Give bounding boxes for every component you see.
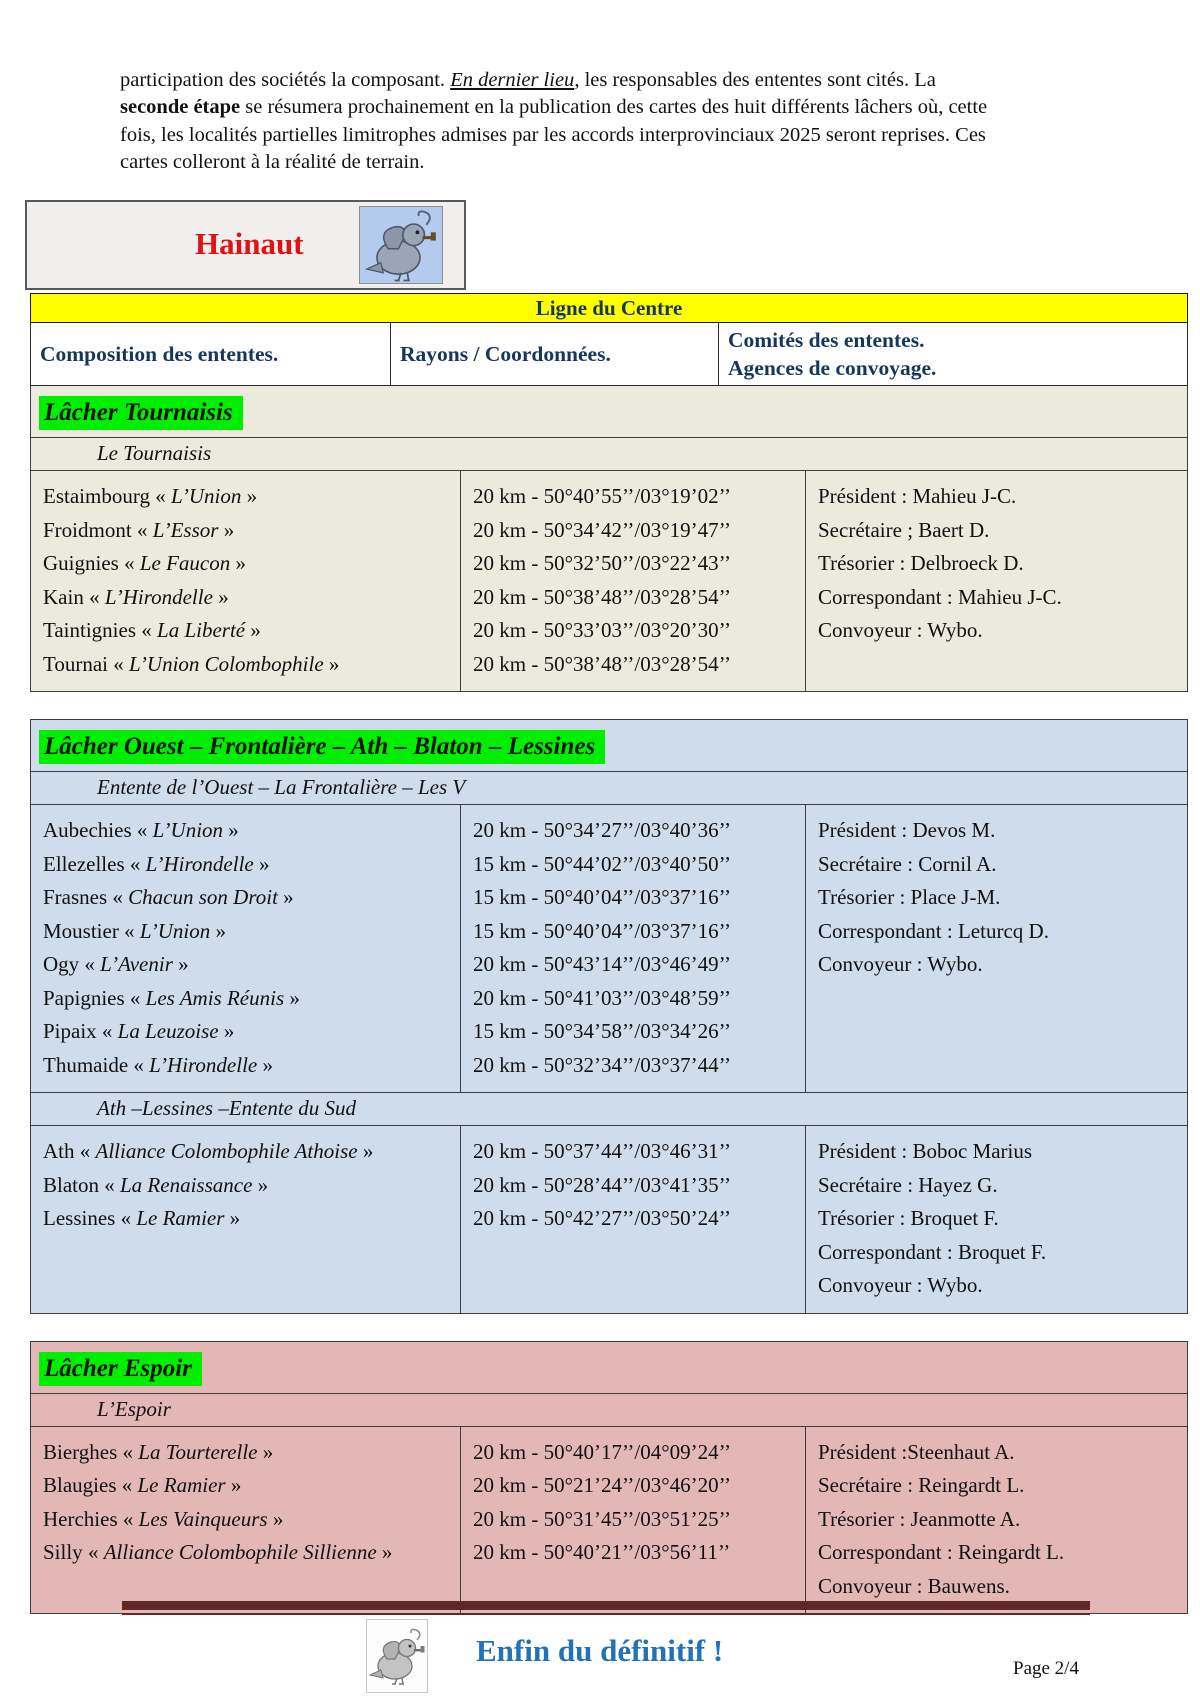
section-groups	[31, 437, 1187, 691]
locality-name: Pipaix	[43, 1019, 97, 1043]
committee-line: Président : Mahieu J-C.	[818, 484, 1017, 508]
society-name: Les Amis Réunis	[145, 985, 285, 1010]
society-name: L’Hirondelle	[104, 584, 213, 609]
society-name: L’Avenir	[100, 952, 173, 976]
committee-line: Secrétaire : Reingardt L.	[818, 1473, 1025, 1497]
committee-line: Correspondant : Broquet F.	[818, 1239, 1047, 1264]
entente-table	[31, 471, 1187, 691]
locality-name: Bierghes	[43, 1439, 118, 1464]
society-name: L’Union Colombophile	[129, 651, 324, 676]
locality-name: Taintignies	[43, 618, 137, 642]
locality-row: Taintignies « La Liberté »	[43, 618, 261, 642]
footer-divider	[122, 1601, 1090, 1615]
society-name: Alliance Colombophile Sillienne	[103, 1540, 377, 1564]
society-name: Le Faucon	[139, 551, 231, 575]
locality-row: Tournai « L’Union Colombophile »	[43, 651, 340, 676]
committee-line: Trésorier : Delbroeck D.	[818, 551, 1024, 575]
locality-row: Thumaide « L’Hirondelle »	[43, 1052, 273, 1077]
locality-row: Ogy « L’Avenir »	[43, 952, 189, 976]
footer-divider-line	[122, 1613, 1090, 1615]
committee-line: Secrétaire : Hayez G.	[818, 1172, 998, 1197]
column-committee	[806, 1126, 1187, 1313]
footer-divider-bar	[122, 1601, 1090, 1610]
coords-row: 20 km - 50°21’24’’/03°46’20’’	[473, 1473, 732, 1497]
locality-row: Herchies « Les Vainqueurs »	[43, 1506, 284, 1531]
lacher-section	[30, 719, 1188, 1314]
locality-name: Thumaide	[43, 1052, 129, 1077]
entente-subtitle: Le Tournaisis	[31, 437, 1187, 471]
society-name: L’Union	[170, 484, 242, 508]
coords-row: 15 km - 50°44’02’’/03°40’50’’	[473, 851, 732, 876]
intro-emphasis: En dernier lieu	[450, 68, 575, 91]
locality-row: Guignies « Le Faucon »	[43, 551, 246, 575]
coords-row: 20 km - 50°38’48’’/03°28’54’’	[473, 651, 732, 676]
column-committee	[806, 1427, 1187, 1614]
locality-row: Blaton « La Renaissance »	[43, 1172, 269, 1197]
table-column-headers	[30, 323, 1188, 386]
section-title-row	[31, 1342, 1187, 1393]
locality-name: Herchies	[43, 1506, 118, 1531]
region-title: Hainaut	[195, 226, 304, 261]
committee-line: Correspondant : Reingardt L.	[818, 1540, 1065, 1564]
section-title-row	[31, 386, 1187, 437]
entente-subtitle: Entente de l’Ouest – La Frontalière – Les V	[31, 771, 1187, 805]
locality-row: Papignies « Les Amis Réunis »	[43, 985, 300, 1010]
society-name: L’Union	[139, 918, 211, 943]
locality-row: Estaimbourg « L’Union »	[43, 484, 258, 508]
column-compositions	[31, 805, 461, 1092]
society-name: La Tourterelle	[138, 1439, 258, 1464]
locality-name: Aubechies	[43, 818, 132, 842]
footer-slogan: Enfin du définitif !	[476, 1633, 724, 1668]
locality-name: Froidmont	[43, 517, 132, 542]
society-name: L’Hirondelle	[149, 1052, 258, 1077]
coords-row: 20 km - 50°37’44’’/03°46’31’’	[473, 1139, 732, 1163]
column-header-composition-label: Composition des ententes.	[40, 341, 279, 366]
committee-line: Trésorier : Jeanmotte A.	[818, 1506, 1021, 1531]
lacher-section	[30, 386, 1188, 692]
entente-group	[31, 1092, 1187, 1313]
column-header-rayons-label: Rayons / Coordonnées.	[400, 341, 611, 366]
banner-ligne-du-centre: Ligne du Centre	[30, 293, 1188, 323]
column-header-composition	[31, 323, 391, 385]
locality-name: Ath	[43, 1139, 75, 1163]
coords-row: 20 km - 50°34’42’’/03°19’47’’	[473, 517, 732, 542]
locality-row: Pipaix « La Leuzoise »	[43, 1019, 235, 1043]
locality-name: Blaton	[43, 1172, 99, 1197]
society-name: La Renaissance	[120, 1172, 253, 1197]
locality-row: Froidmont « L’Essor »	[43, 517, 235, 542]
locality-name: Guignies	[43, 551, 119, 575]
column-committee	[806, 805, 1187, 1092]
column-header-comites	[719, 323, 1187, 385]
column-header-rayons	[391, 323, 719, 385]
column-committee	[806, 471, 1187, 691]
committee-line: Convoyeur : Wybo.	[818, 1273, 983, 1297]
entente-group	[31, 437, 1187, 691]
column-compositions	[31, 1126, 461, 1313]
locality-name: Moustier	[43, 918, 119, 943]
committee-line: Trésorier : Broquet F.	[818, 1206, 999, 1230]
section-groups	[31, 771, 1187, 1313]
committee-line: Convoyeur : Wybo.	[818, 618, 983, 642]
intro-bold: seconde étape	[120, 96, 241, 118]
coords-row: 20 km - 50°40’17’’/04°09’24’’	[473, 1439, 732, 1464]
coords-row: 15 km - 50°40’04’’/03°37’16’’	[473, 885, 732, 909]
locality-row: Silly « Alliance Colombophile Sillienne »	[43, 1540, 393, 1564]
locality-name: Tournai	[43, 651, 109, 676]
coords-row: 20 km - 50°40’21’’/03°56’11’’	[473, 1540, 731, 1564]
region-header-box	[25, 200, 466, 290]
locality-row: Blaugies « Le Ramier »	[43, 1473, 242, 1497]
committee-line: Président : Boboc Marius	[818, 1139, 1033, 1163]
locality-row: Frasnes « Chacun son Droit »	[43, 885, 294, 909]
locality-row: Lessines « Le Ramier »	[43, 1206, 241, 1230]
entente-table	[31, 1427, 1187, 1614]
committee-line: Secrétaire ; Baert D.	[818, 517, 990, 542]
society-name: Le Ramier	[137, 1473, 226, 1497]
column-compositions	[31, 471, 461, 691]
intro-text-1: participation des sociétés la composant.	[120, 68, 451, 91]
committee-line: Correspondant : Leturcq D.	[818, 918, 1049, 943]
society-name: L’Hirondelle	[145, 851, 254, 876]
column-header-comites-line1: Comités des ententes.	[728, 328, 925, 352]
committee-line: Correspondant : Mahieu J-C.	[818, 584, 1062, 609]
pigeon-logo-icon	[359, 206, 443, 284]
locality-name: Papignies	[43, 985, 125, 1010]
section-title-row	[31, 720, 1187, 771]
column-coordinates	[461, 1126, 806, 1313]
locality-row: Ath « Alliance Colombophile Athoise »	[43, 1139, 374, 1163]
locality-row: Aubechies « L’Union »	[43, 818, 239, 842]
coords-row: 20 km - 50°32’50’’/03°22’43’’	[473, 551, 732, 575]
locality-row: Moustier « L’Union »	[43, 918, 226, 943]
committee-line: Président : Devos M.	[818, 818, 996, 842]
entente-group	[31, 771, 1187, 1092]
society-name: Alliance Colombophile Athoise	[95, 1139, 358, 1163]
locality-name: Blaugies	[43, 1473, 117, 1497]
locality-name: Frasnes	[43, 885, 108, 909]
committee-line: Convoyeur : Bauwens.	[818, 1573, 1010, 1598]
entente-table	[31, 1126, 1187, 1313]
section-title-highlight: Lâcher Espoir	[39, 1352, 202, 1386]
coords-row: 20 km - 50°34’27’’/03°40’36’’	[473, 818, 732, 842]
coords-row: 20 km - 50°32’34’’/03°37’44’’	[473, 1052, 732, 1077]
section-title-highlight: Lâcher Tournaisis	[39, 396, 243, 430]
society-name: La Liberté	[157, 618, 246, 642]
society-name: L’Essor	[152, 517, 219, 542]
society-name: Le Ramier	[136, 1206, 225, 1230]
locality-name: Estaimbourg	[43, 484, 150, 508]
locality-row: Bierghes « La Tourterelle »	[43, 1439, 274, 1464]
column-coordinates	[461, 805, 806, 1092]
locality-name: Lessines	[43, 1206, 116, 1230]
entente-table	[31, 805, 1187, 1092]
column-header-comites-line2: Agences de convoyage.	[728, 356, 937, 380]
entente-subtitle: Ath –Lessines –Entente du Sud	[31, 1092, 1187, 1126]
coords-row: 20 km - 50°38’48’’/03°28’54’’	[473, 584, 732, 609]
locality-row: Kain « L’Hirondelle »	[43, 584, 229, 609]
intro-paragraph	[120, 67, 1002, 177]
pigeon-footer-icon	[366, 1619, 428, 1693]
section-title-highlight: Lâcher Ouest – Frontalière – Ath – Blaton – Lessines	[39, 730, 605, 764]
column-compositions	[31, 1427, 461, 1614]
society-name: Chacun son Droit	[128, 885, 278, 909]
committee-line: Trésorier : Place J-M.	[818, 885, 1001, 909]
society-name: Les Vainqueurs	[138, 1506, 268, 1531]
locality-row: Ellezelles « L’Hirondelle »	[43, 851, 270, 876]
society-name: La Leuzoise	[117, 1019, 219, 1043]
column-coordinates	[461, 1427, 806, 1614]
section-groups	[31, 1393, 1187, 1614]
intro-text-3: se résumera prochainement en la publication des cartes des huit différents lâchers où, cette fois, les localités partielles limitrophes admises par les accords interprovinciaux 2025 seront reprises. Ces cartes colleront à la réalité de terrain.	[120, 96, 988, 173]
coords-row: 20 km - 50°41’03’’/03°48’59’’	[473, 985, 732, 1010]
entente-subtitle: L’Espoir	[31, 1393, 1187, 1427]
column-coordinates	[461, 471, 806, 691]
coords-row: 20 km - 50°31’45’’/03°51’25’’	[473, 1506, 732, 1531]
committee-line: Convoyeur : Wybo.	[818, 952, 983, 976]
society-name: L’Union	[152, 818, 224, 842]
coords-row: 15 km - 50°34’58’’/03°34’26’’	[473, 1019, 732, 1043]
coords-row: 20 km - 50°40’55’’/03°19’02’’	[473, 484, 732, 508]
locality-name: Silly	[43, 1540, 83, 1564]
coords-row: 20 km - 50°42’27’’/03°50’24’’	[473, 1206, 732, 1230]
coords-row: 15 km - 50°40’04’’/03°37’16’’	[473, 918, 732, 943]
entente-group	[31, 1393, 1187, 1614]
intro-text-2: , les responsables des ententes sont cités. La	[574, 68, 936, 91]
locality-name: Ellezelles	[43, 851, 125, 876]
page-number: Page 2/4	[1013, 1658, 1079, 1679]
coords-row: 20 km - 50°43’14’’/03°46’49’’	[473, 952, 732, 976]
lacher-section	[30, 1341, 1188, 1615]
main-table	[30, 293, 1188, 1614]
coords-row: 20 km - 50°28’44’’/03°41’35’’	[473, 1172, 732, 1197]
locality-name: Kain	[43, 584, 84, 609]
sections-container	[30, 386, 1188, 1614]
committee-line: Secrétaire : Cornil A.	[818, 851, 997, 876]
committee-line: Président :Steenhaut A.	[818, 1439, 1015, 1464]
coords-row: 20 km - 50°33’03’’/03°20’30’’	[473, 618, 732, 642]
locality-name: Ogy	[43, 952, 80, 976]
